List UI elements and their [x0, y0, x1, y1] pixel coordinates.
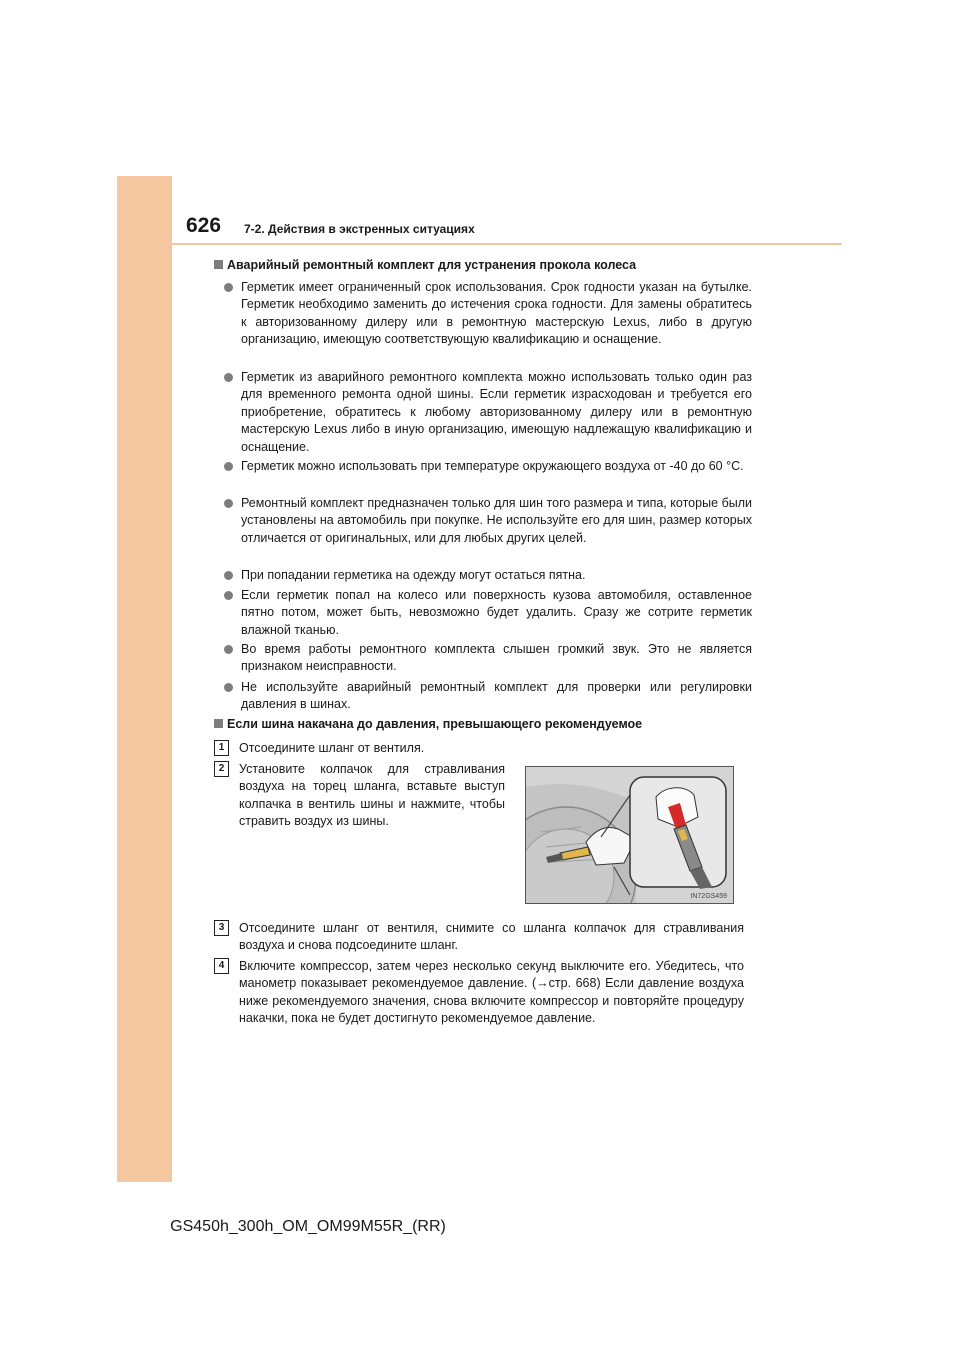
bullet-dot-icon [224, 462, 233, 471]
list-item-text: При попадании герметика на одежду могут остаться пятна. [241, 568, 586, 582]
list-item-text: Герметик из аварийного ремонтного комплекта можно использовать только один раз для временного ремонта одной шины. Если герметик израсходован и требуется его приобретение, обратитесь к любому авторизованному дилеру или в ремонтную мастерскую Lexus либо в иную организацию, имеющую надлежащую квалификацию и оснащение. [241, 370, 752, 454]
list-item-text: Если герметик попал на колесо или поверхность кузова автомобиля, оставленное пятно потом, может быть, невозможно будет удалить. Сразу же сотрите герметик влажной тканью. [241, 588, 752, 637]
page-number: 626 [186, 214, 222, 237]
list-item [224, 458, 752, 475]
section-heading-emergency-kit [214, 257, 636, 274]
square-bullet-icon [214, 260, 223, 269]
step-item [214, 740, 752, 757]
list-item-text: Герметик имеет ограниченный срок использования. Срок годности указан на бутылке. Герметик необходимо заменить до истечения срока годности. Для замены обратитесь к авторизованному дилеру или в ремонтную мастерскую Lexus, либо в другую организацию, имеющую соответствующую квалификацию и оснащение. [241, 280, 752, 347]
step-text: Отсоедините шланг от вентиля, снимите со шланга колпачок для стравливания воздуха и снова подсоедините шланг. [239, 921, 744, 953]
list-item-text: Ремонтный комплект предназначен только для шин того размера и типа, которые были установлены на автомобиль при покупке. Не используйте его для шин, размер которых отличается от оригинальных, или для любых других целей. [241, 496, 752, 545]
step-text: Установите колпачок для стравливания воздуха на торец шланга, вставьте выступ колпачка в вентиль шины и нажмите, чтобы стравить воздух из шины. [239, 762, 505, 829]
square-bullet-icon [214, 719, 223, 728]
step-number-badge: 3 [214, 920, 229, 936]
step-text: Отсоедините шланг от вентиля. [239, 741, 425, 755]
header-divider [172, 243, 842, 245]
list-item-text: Не используйте аварийный ремонтный комплект для проверки или регулировки давления в шинах. [241, 680, 752, 712]
step-number-badge: 4 [214, 958, 229, 974]
document-footer-code [0, 1218, 960, 1236]
step-text: Включите компрессор, затем через несколько секунд выключите его. Убедитесь, что манометр показывает рекомендуемое давление. (→стр. 668) Если давление воздуха ниже рекомендуемого значения, снова включите компрессор и повторяйте процедуру накачки, пока не будет достигнуто рекомендуемое давление. [239, 959, 744, 1026]
bullet-dot-icon [224, 591, 233, 600]
list-item [224, 279, 752, 349]
list-item-text: Герметик можно использовать при температуре окружающего воздуха от -40 до 60 °C. [241, 459, 744, 473]
bullet-dot-icon [224, 683, 233, 692]
list-item [224, 587, 752, 639]
list-item [224, 495, 752, 547]
figure-code: IN72GS459 [690, 893, 727, 900]
bullet-dot-icon [224, 283, 233, 292]
section-heading-text: Аварийный ремонтный комплект для устранения прокола колеса [227, 258, 637, 272]
list-item [224, 567, 752, 584]
step-item [214, 958, 744, 1028]
illustration-deflation-cap [525, 766, 734, 904]
step-number-badge: 1 [214, 740, 229, 756]
section-heading-text: Если шина накачана до давления, превышающего рекомендуемое [227, 717, 643, 731]
list-item [224, 369, 752, 456]
side-color-band [117, 176, 172, 1182]
tire-valve-illustration [526, 767, 733, 903]
footer-code-text: GS450h_300h_OM_OM99M55R_(RR) [170, 1218, 446, 1235]
section-heading-overinflated [214, 716, 642, 733]
step-item [214, 761, 505, 831]
section-title: 7-2. Действия в экстренных ситуациях [244, 222, 475, 236]
bullet-dot-icon [224, 571, 233, 580]
bullet-dot-icon [224, 373, 233, 382]
step-number-badge: 2 [214, 761, 229, 777]
bullet-dot-icon [224, 645, 233, 654]
bullet-dot-icon [224, 499, 233, 508]
list-item-text: Во время работы ремонтного комплекта слышен громкий звук. Это не является признаком неисправности. [241, 642, 752, 674]
step-item [214, 920, 744, 955]
list-item [224, 641, 752, 676]
list-item [224, 679, 752, 714]
